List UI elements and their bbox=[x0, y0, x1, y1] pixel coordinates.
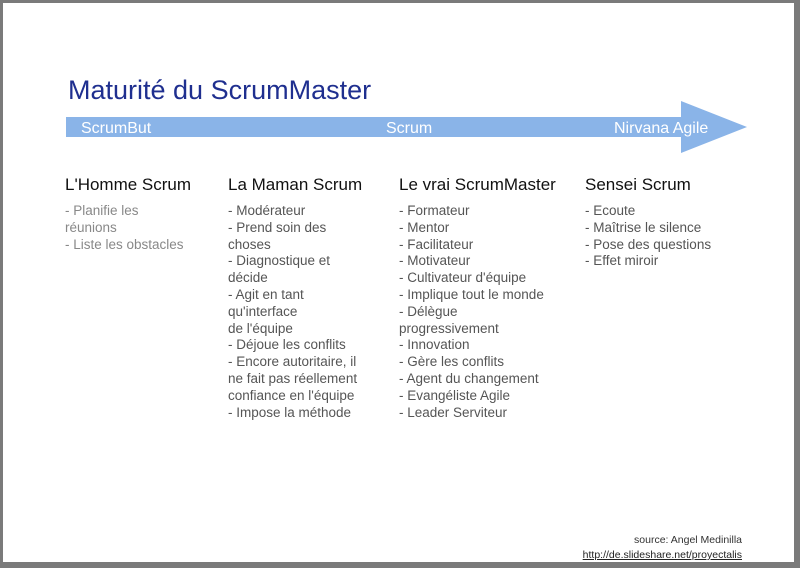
list-item: décide bbox=[228, 270, 268, 286]
column-title: Le vrai ScrumMaster bbox=[399, 175, 556, 194]
list-item: réunions bbox=[65, 219, 117, 235]
column-list bbox=[65, 203, 215, 253]
list-item: - Formateur bbox=[399, 203, 470, 218]
list-item: - Motivateur bbox=[399, 253, 471, 269]
list-item: - Impose la méthode bbox=[228, 404, 352, 420]
column-homme-scrum bbox=[65, 175, 215, 253]
list-item: - Planifie les bbox=[65, 203, 139, 218]
list-item: - Modérateur bbox=[228, 203, 306, 218]
arrow-label-scrumbut: ScrumBut bbox=[81, 120, 152, 137]
list-item: qu'interface bbox=[228, 303, 298, 319]
list-item: - Délègue bbox=[399, 303, 458, 319]
column-title: La Maman Scrum bbox=[228, 175, 363, 194]
list-item: de l'équipe bbox=[228, 320, 293, 336]
page-title: Maturité du ScrumMaster bbox=[68, 75, 372, 105]
list-item: - Encore autoritaire, il bbox=[228, 354, 357, 370]
list-item: - Maîtrise le silence bbox=[585, 219, 702, 235]
list-item: - Implique tout le monde bbox=[399, 286, 544, 302]
list-item: - Liste les obstacles bbox=[65, 236, 184, 252]
arrow-label-nirvana-agile: Nirvana Agile bbox=[614, 120, 709, 137]
column-sensei-scrum bbox=[585, 175, 755, 270]
list-item: - Cultivateur d'équipe bbox=[399, 270, 527, 286]
column-title: L'Homme Scrum bbox=[65, 175, 192, 194]
list-item: - Prend soin des bbox=[228, 219, 327, 235]
list-item: progressivement bbox=[399, 320, 499, 336]
list-item: - Agit en tant bbox=[228, 286, 304, 302]
column-list bbox=[399, 203, 574, 421]
list-item: - Mentor bbox=[399, 219, 450, 235]
list-item: - Déjoue les conflits bbox=[228, 337, 346, 353]
column-vrai-scrummaster bbox=[399, 175, 574, 421]
column-list bbox=[585, 203, 755, 270]
list-item: choses bbox=[228, 236, 271, 252]
list-item: - Leader Serviteur bbox=[399, 404, 508, 420]
column-title: Sensei Scrum bbox=[585, 175, 691, 194]
list-item: - Evangéliste Agile bbox=[399, 387, 511, 403]
list-item: - Diagnostique et bbox=[228, 253, 331, 269]
list-item: - Pose des questions bbox=[585, 236, 712, 252]
source-link[interactable]: http://de.slideshare.net/proyectalis bbox=[582, 549, 742, 561]
list-item: - Gère les conflits bbox=[399, 354, 505, 370]
source-credit bbox=[583, 533, 742, 563]
source-text: source: Angel Medinilla bbox=[634, 534, 742, 546]
list-item: - Effet miroir bbox=[585, 253, 659, 269]
list-item: - Agent du changement bbox=[399, 370, 539, 386]
column-list bbox=[228, 203, 388, 421]
slide bbox=[3, 3, 794, 562]
column-maman-scrum bbox=[228, 175, 388, 421]
list-item: - Innovation bbox=[399, 337, 470, 353]
list-item: - Ecoute bbox=[585, 203, 636, 218]
arrow-label-scrum: Scrum bbox=[386, 120, 433, 137]
list-item: ne fait pas réellement bbox=[228, 370, 358, 386]
list-item: confiance en l'équipe bbox=[228, 387, 355, 403]
list-item: - Facilitateur bbox=[399, 236, 474, 252]
